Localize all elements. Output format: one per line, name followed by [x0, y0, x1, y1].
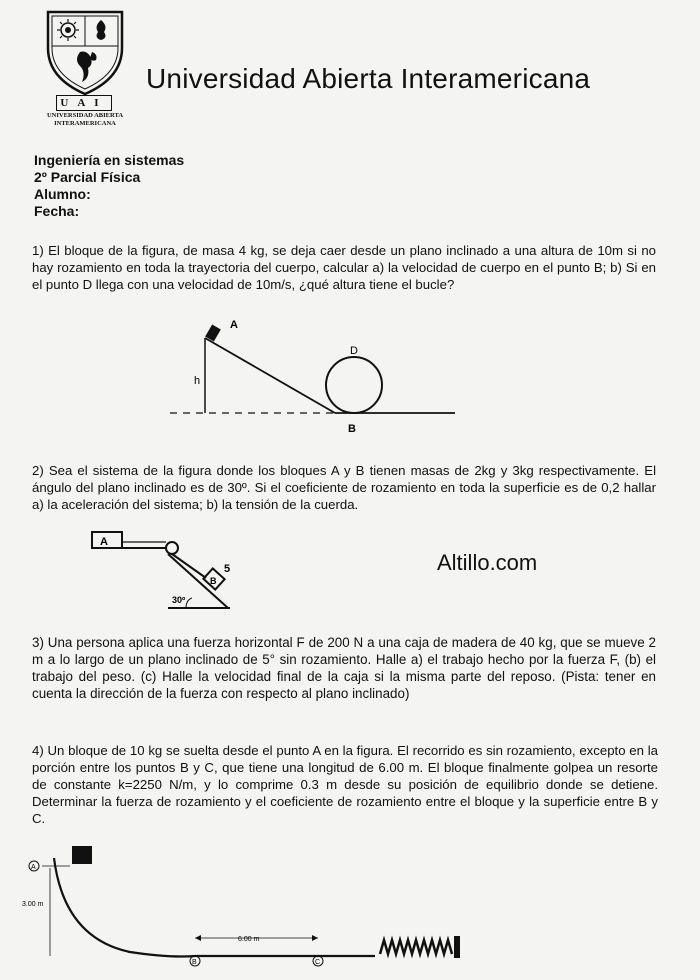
- fig4-label-b: B: [192, 959, 197, 966]
- fig2-label-a: A: [100, 536, 108, 548]
- fig4-label-a: A: [31, 864, 36, 871]
- problem-3-text: 3) Una persona aplica una fuerza horizontal F de 200 N a una caja de madera de 40 kg, que se mueve 2 m a lo largo de un plano inclinado de 5° sin rozamiento. Halle a) el trabajo hecho por la fuerza F, (b) el trabajo del peso. (c) Halle la velocidad final de la caja si la misma parte del reposo. (Pista: tener en cuenta la dirección de la fuerza con respecto al plano inclinado): [32, 635, 656, 701]
- fig2-label-num: 5: [224, 563, 231, 575]
- block-icon: [72, 846, 92, 864]
- problem-4-figure: [20, 838, 470, 972]
- logo-caption-line1: UNIVERSIDAD ABIERTA: [46, 112, 124, 119]
- fig4-label-height: 3.00 m: [22, 901, 44, 908]
- pulley-icon: [166, 542, 178, 554]
- exam-header: [34, 152, 184, 220]
- problem-2-figure: [88, 528, 248, 618]
- fig4-label-c: C: [315, 959, 321, 966]
- watermark: Altillo.com: [437, 550, 538, 575]
- shield-icon: [44, 8, 126, 96]
- problem-2-text: 2) Sea el sistema de la figura donde los bloques A y B tienen masas de 2kg y 3kg respectivamente. El ángulo del plano inclinado es de 30º. Si el coeficiente de rozamiento en toda la superficie es de 0,2 hallar a) la aceleración del sistema; b) la tensión de la cuerda.: [32, 463, 656, 512]
- exam-line: 2º Parcial Física: [34, 169, 141, 185]
- student-label: Alumno:: [34, 186, 91, 202]
- logo-initials: UAI: [56, 95, 112, 111]
- fig4-label-length: 6.00 m: [238, 936, 260, 943]
- fig2-label-b: B: [210, 576, 217, 586]
- wall: [454, 936, 460, 958]
- problem-1-figure: [160, 318, 470, 438]
- date-label: Fecha:: [34, 203, 80, 219]
- fig2-label-angle: 30º: [172, 595, 186, 605]
- logo-caption-line2: INTERAMERICANA: [54, 120, 116, 127]
- career-line: Ingeniería en sistemas: [34, 152, 185, 168]
- problem-4-text: 4) Un bloque de 10 kg se suelta desde el punto A en la figura. El recorrido es sin rozamiento, excepto en la porción entre los puntos B y C, que tiene una longitud de 6.00 m. El bloque finalmente golpea un resorte de constante k=2250 N/m, y lo comprime 0.3 m desde su posición de equilibrio donde se detiene. Determinar la fuerza de rozamiento y el coeficiente de rozamiento entre el bloque y la superficie entre B y C.: [32, 743, 658, 826]
- fig1-label-a: A: [230, 319, 238, 331]
- logo-caption: [30, 112, 140, 128]
- fig1-label-h: h: [194, 375, 201, 387]
- problem-1-text: 1) El bloque de la figura, de masa 4 kg, se deja caer desde un plano inclinado a una altura de 10m si no hay rozamiento en toda la trayectoria del cuerpo, calcular a) la velocidad de cuerpo en el punto B; b) Si en el punto D llega con una velocidad de 10m/s, ¿qué altura tiene el bucle?: [32, 243, 656, 292]
- fig1-label-d: D: [350, 345, 358, 357]
- university-title: Universidad Abierta Interamericana: [146, 63, 591, 94]
- university-logo: [44, 8, 126, 101]
- fig1-label-b: B: [348, 423, 356, 435]
- spring-icon: [380, 940, 452, 954]
